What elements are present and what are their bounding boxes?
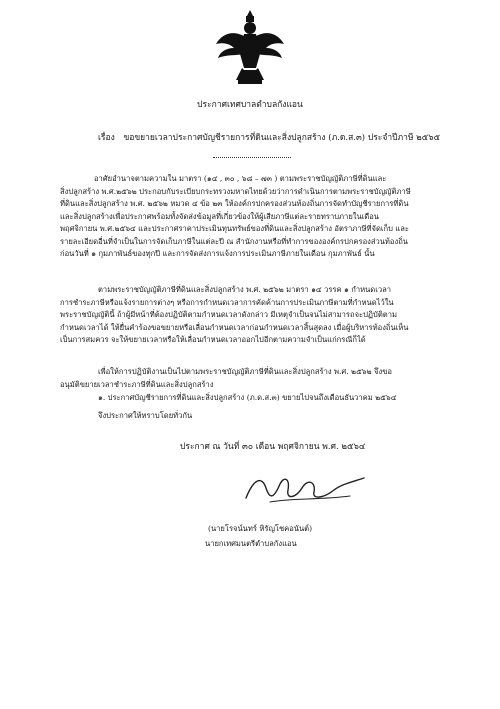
paragraph-line: กำหนดเวลาได้ ให้ยื่นคำร้องขอขยายหรือเลื่อนกำหนดเวลาก่อนกำหนดเวลาสิ้นสุดลง เมื่อผู้บริหารท้องถิ่นเห็น — [60, 322, 409, 332]
paragraph-line: พฤศจิกายน พ.ศ.๒๕๖๔ และประกาศราคาประเมินทุนทรัพย์ของที่ดินและสิ่งปลูกสร้าง อัตราภาษีที่จัดเก็บ และ — [60, 224, 409, 233]
subject-line — [98, 130, 440, 144]
announcement-heading: ประกาศเทศบาลตำบลกังแอน — [197, 100, 303, 110]
announcement-date: ประกาศ ณ วันที่ ๓๐ เดือน พฤศจิกายน พ.ศ. ๒๕๖๔ — [180, 442, 366, 452]
paragraph-line: และสิ่งปลูกสร้างเพื่อประกาศพร้อมทั้งจัดส่งข้อมูลที่เกี่ยวข้องให้ผู้เสียภาษีแต่ละรายทราบภายในเดือน — [60, 211, 379, 221]
subject-label: เรื่อง — [98, 133, 115, 143]
paragraph-line: ตามพระราชบัญญัติภาษีที่ดินและสิ่งปลูกสร้าง พ.ศ. ๒๕๖๒ มาตรา ๑๔ วรรค ๑ กำหนดเวลา — [98, 285, 392, 294]
signer-name: (นายโรจน์นทร์ หิรัญโชคอนันต์) — [208, 524, 313, 533]
separator-dotted-line — [213, 157, 291, 158]
garuda-emblem-icon — [214, 8, 286, 88]
paragraph-line: อนุมัติขยายเวลาชำระภาษีที่ดินและสิ่งปลูกสร้าง — [60, 379, 214, 389]
signer-title: นายกเทศมนตรีตำบลกังแอน — [205, 539, 297, 548]
paragraph-line: พระราชบัญญัตินี้ ถ้าผู้มีหน้าที่ต้องปฏิบัติตามกำหนดเวลาดังกล่าว มีเหตุจำเป็นจนไม่สามารถจะปฏิบัติตาม — [60, 310, 397, 319]
subject-text: ขอขยายเวลาประกาศบัญชีรายการที่ดินและสิ่งปลูกสร้าง (ภ.ด.ส.๓) ประจำปีภาษี ๒๕๖๕ — [123, 133, 441, 143]
paragraph-request — [60, 366, 456, 391]
paragraph-line: การชำระภาษีหรือแจ้งรายการต่างๆ หรือการกำหนดเวลาการคัดค้านการประเมินภาษีตามที่กำหนดไว้ใน — [60, 297, 394, 307]
list-item: ๑. ประกาศบัญชีรายการที่ดินและสิ่งปลูกสร้าง (ภ.ด.ส.๓) ขยายไปจนถึงเดือนธันวาคม ๒๕๖๔ — [98, 393, 397, 402]
paragraph-line: ก่อนวันที่ ๑ กุมภาพันธ์ของทุกปี และการจัดส่งการแจ้งการประเมินภาษีภายในเดือน กุมภาพันธ์ นั้น — [60, 249, 375, 258]
paragraph-line: เพื่อให้การปฏิบัติงานเป็นไปตามพระราชบัญญัติภาษีที่ดินและสิ่งปลูกสร้าง พ.ศ. ๒๕๖๒ จึงขอ — [98, 367, 392, 376]
paragraph-line: สิ่งปลูกสร้าง พ.ศ.๒๕๖๒ ประกอบกับระเบียบกระทรวงมหาดไทยด้วยว่าการดำเนินการตามพระราชบัญญัติภาษี — [60, 186, 411, 196]
paragraph-line: เป็นการสมควร จะให้ขยายเวลาหรือให้เลื่อนกำหนดเวลาออกไปอีกตามความจำเป็นแก่กรณีก็ได้ — [60, 335, 366, 344]
closing-statement: จึงประกาศให้ทราบโดยทั่วกัน — [98, 411, 193, 420]
paragraph-line: รายละเอียดอื่นที่จำเป็นในการจัดเก็บภาษีในแต่ละปี ณ สำนักงานหรือที่ทำการขององค์กรปกครองส่วนท้องถิ่น — [60, 236, 408, 246]
paragraph-line: อาศัยอำนาจตามความใน มาตรา (๑๔ , ๓๐ , ๖๘ – ๗๓ ) ตามพระราชบัญญัติภาษีที่ดินและ — [94, 174, 387, 183]
handwritten-signature — [240, 468, 370, 508]
paragraph-line: ที่ดินและสิ่งปลูกสร้าง พ.ศ. ๒๕๖๒ หมวด ๔ ข้อ ๒๓ ให้องค์กรปกครองส่วนท้องถิ่นการจัดทำบัญชีรายการที่ดิน — [60, 199, 409, 208]
paragraph-legal-basis — [60, 173, 456, 261]
paragraph-extension-rule — [60, 284, 456, 347]
